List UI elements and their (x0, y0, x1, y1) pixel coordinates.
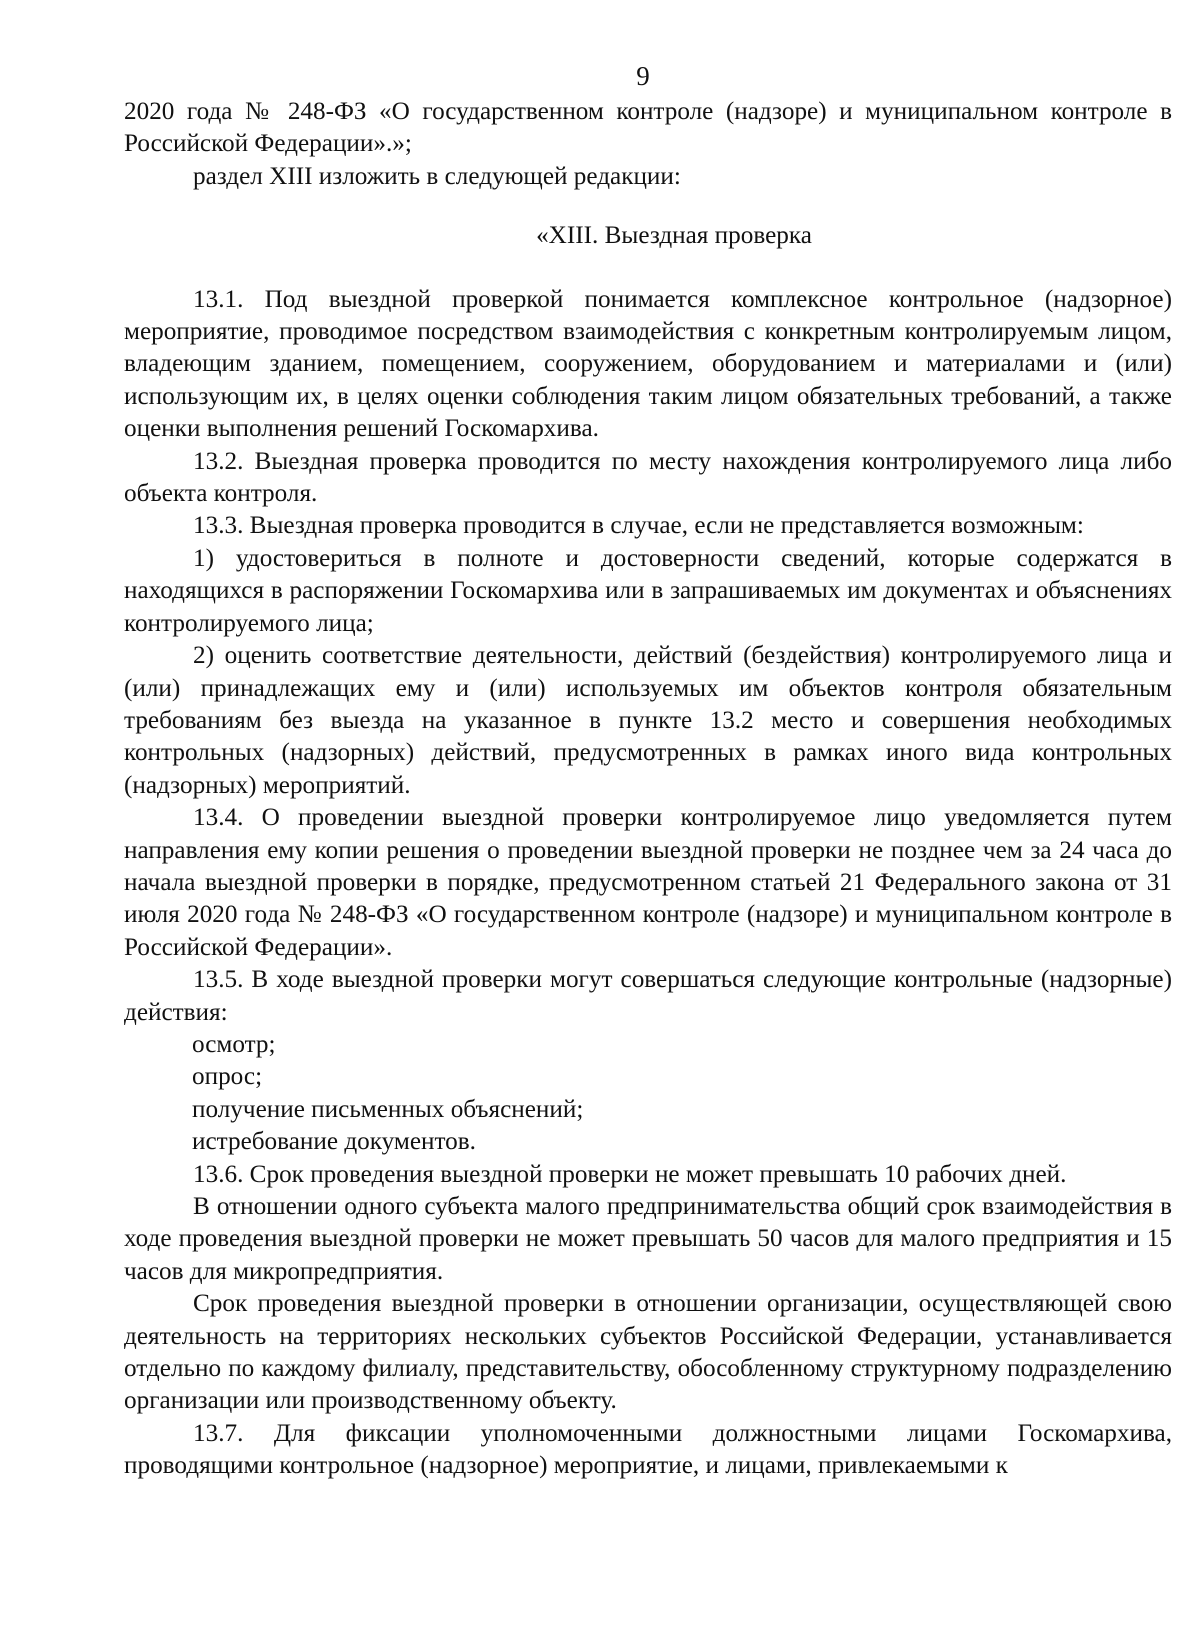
paragraph-13-2: 13.2. Выездная проверка проводится по месту нахождения контролируемого лица либо объекта контроля. (124, 447, 1172, 508)
paragraph-13-6: 13.6. Срок проведения выездной проверки не может превышать 10 рабочих дней. (193, 1160, 1067, 1188)
paragraph-13-3-item-1: 1) удостовериться в полноте и достоверности сведений, которые содержатся в находящихся в распоряжении Госкомархива или в запрашиваемых им документах и объяснениях контролируемого лица; (124, 544, 1172, 637)
action-list-item: осмотр; (192, 1030, 276, 1058)
action-list-item: опрос; (192, 1063, 263, 1091)
paragraph-13-7: 13.7. Для фиксации уполномоченными должностными лицами Госкомархива, проводящими контрольное (надзорное) мероприятие, и лицами, привлекаемыми к (124, 1419, 1172, 1480)
paragraph-section-instruction: раздел XIII изложить в следующей редакции: (193, 162, 681, 190)
action-list-item: получение письменных объяснений; (192, 1095, 584, 1123)
page-number: 9 (636, 61, 650, 91)
document-page (124, 56, 1172, 1483)
paragraph-13-5: 13.5. В ходе выездной проверки могут совершаться следующие контрольные (надзорные) действия: (124, 966, 1172, 1026)
section-heading: «XIII. Выездная проверка (536, 222, 812, 250)
paragraph-13-3: 13.3. Выездная проверка проводится в случае, если не представляется возможным: (193, 512, 1084, 540)
paragraph-small-business: В отношении одного субъекта малого предпринимательства общий срок взаимодействия в ходе проведения выездной проверки не может превышать 50 часов для малого предприятия и 15 часов для микропредприятия. (124, 1193, 1172, 1285)
paragraph-13-1: 13.1. Под выездной проверкой понимается комплексное контрольное (надзорное) мероприятие, проводимое посредством взаимодействия с конкретным контролируемым лицом, владеющим зданием, помещением, сооружением, оборудованием и материалами и (или) использующим их, в целях оценки соблюдения таким лицом обязательных требований, а также оценки выполнения решений Госкомархива. (124, 285, 1172, 443)
paragraph-multi-region: Срок проведения выездной проверки в отношении организации, осуществляющей свою деятельность на территориях нескольких субъектов Российской Федерации, устанавливается отдельно по каждому филиалу, представительству, обособленному структурному подразделению организации или производственному объекту. (124, 1290, 1172, 1415)
action-list-item: истребование документов. (192, 1128, 476, 1156)
paragraph-intro-continuation: 2020 года № 248-ФЗ «О государственном контроле (надзоре) и муниципальном контроле в Российской Федерации».»; (124, 98, 1172, 158)
paragraph-13-4: 13.4. О проведении выездной проверки контролируемое лицо уведомляется путем направления ему копии решения о проведении выездной проверки не позднее чем за 24 часа до начала выездной проверки в порядке, предусмотренном статьей 21 Федерального закона от 31 июля 2020 года № 248-ФЗ «О государственном контроле (надзоре) и муниципальном контроле в Российской Федерации». (124, 804, 1172, 961)
paragraph-13-3-item-2: 2) оценить соответствие деятельности, действий (бездействия) контролируемого лица и (или) принадлежащих ему и (или) используемых им объектов контроля обязательным требованиям без выезда на указанное в пункте 13.2 место и совершения необходимых контрольных (надзорных) действий, предусмотренных в рамках иного вида контрольных (надзорных) мероприятий. (124, 642, 1172, 799)
